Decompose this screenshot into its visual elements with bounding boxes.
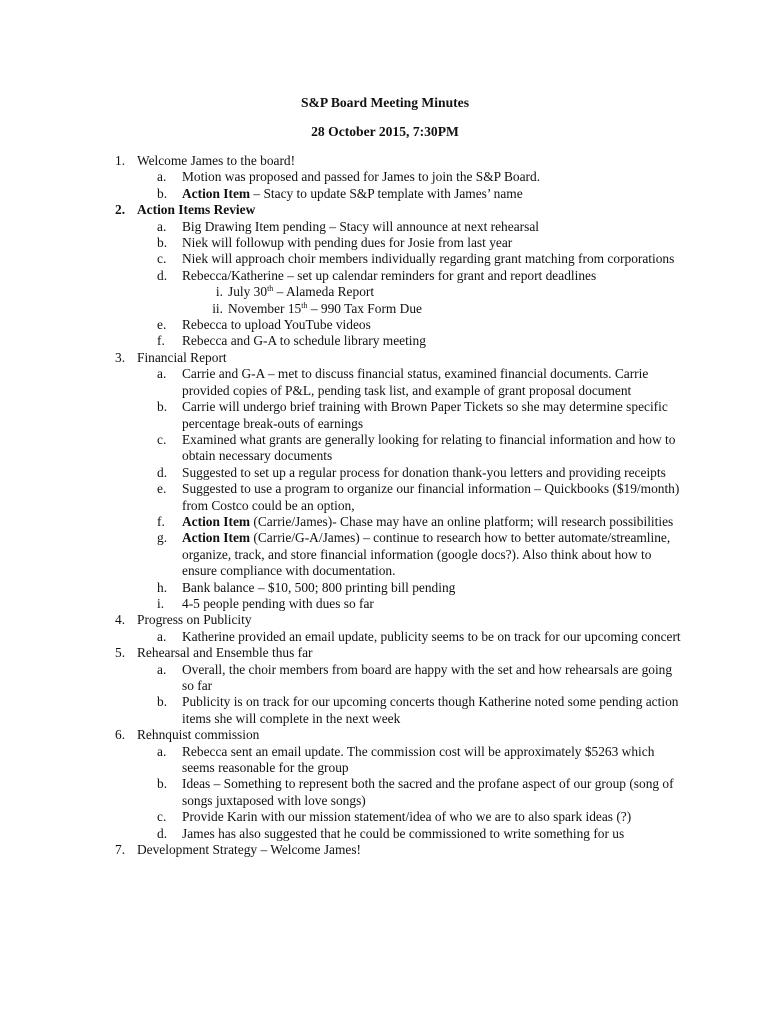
sub-item: a. Overall, the choir members from board are happy with the set and how rehearsals are going so far	[157, 661, 673, 693]
sub-item: c. Niek will approach choir members individually regarding grant matching from corporations	[157, 251, 675, 267]
sub-item: c. Provide Karin with our mission statement/idea of who we are to also spark ideas (?)	[157, 809, 632, 825]
agenda-item-5: 5. Rehearsal and Ensemble thus far	[115, 645, 313, 661]
action-item-label: Action Item	[182, 513, 251, 529]
sub-item: b. Carrie will undergo brief training with Brown Paper Tickets so she may determine specific percentage break-outs of earnings	[157, 399, 668, 431]
sub-item: e. Suggested to use a program to organize our financial information – Quickbooks ($19/month) from Costco could be an option,	[157, 481, 680, 513]
sub-sub-item: ii. November 15th – 990 Tax Form Due	[212, 300, 422, 316]
sub-item: b. Niek will followup with pending dues for Josie from last year	[157, 235, 513, 251]
sub-item: b. Ideas – Something to represent both the sacred and the profane aspect of our group (song of songs juxtaposed with love songs)	[157, 776, 674, 808]
agenda-item-3: 3. Financial Report	[115, 349, 227, 365]
agenda-item-6: 6. Rehnquist commission	[115, 727, 260, 743]
sub-item: a. Motion was proposed and passed for James to join the S&P Board.	[157, 169, 541, 185]
sub-item: d. Suggested to set up a regular process for donation thank-you letters and providing receipts	[157, 464, 666, 480]
agenda-item-7: 7. Development Strategy – Welcome James!	[115, 842, 362, 858]
agenda-item-2: 2. Action Items Review	[115, 202, 256, 218]
sub-item: h. Bank balance – $10, 500; 800 printing bill pending	[157, 579, 456, 595]
document-title: S&P Board Meeting Minutes	[300, 95, 470, 110]
sub-item: d. Rebecca/Katherine – set up calendar reminders for grant and report deadlines	[157, 267, 597, 283]
sub-item: b. Action Item – Stacy to update S&P template with James’ name	[157, 185, 523, 201]
sub-item: i. 4-5 people pending with dues so far	[157, 595, 374, 611]
agenda-item-4: 4. Progress on Publicity	[115, 612, 252, 628]
sub-item: a. Carrie and G-A – met to discuss financial status, examined financial documents. Carrie provided copies of P&L, pending task list, and example of grant proposal document	[157, 366, 649, 398]
sub-item: g. Action Item (Carrie/G-A/James) – continue to research how to better automate/streamline, organize, track, and store financial information (google docs?). Also think about how to ensure compliance with documentation.	[157, 530, 671, 579]
sub-item: f. Action Item (Carrie/James)- Chase may have an online platform; will research possibilities	[157, 513, 674, 529]
sub-item: f. Rebecca and G-A to schedule library meeting	[157, 333, 426, 349]
sub-item: e. Rebecca to upload YouTube videos	[157, 317, 371, 333]
sub-sub-item: i. July 30th – Alameda Report	[215, 284, 375, 300]
minutes-list	[0, 153, 770, 858]
agenda-item-1: 1. Welcome James to the board!	[115, 153, 296, 168]
sub-item: a. Big Drawing Item pending – Stacy will announce at next rehearsal	[157, 218, 539, 234]
sub-item: d. James has also suggested that he could be commissioned to write something for us	[157, 825, 625, 841]
sub-item: a. Katherine provided an email update, publicity seems to be on track for our upcoming concert	[157, 628, 681, 644]
action-item-label: Action Item	[182, 530, 251, 546]
meeting-date: 28 October 2015, 7:30PM	[311, 124, 459, 139]
sub-item: a. Rebecca sent an email update. The commission cost will be approximately $5263 which seems reasonable for the group	[157, 743, 655, 776]
sub-item: b. Publicity is on track for our upcoming concerts though Katherine noted some pending action items she will complete in the next week	[157, 694, 679, 726]
action-item-label: Action Item	[182, 185, 251, 201]
sub-item: c. Examined what grants are generally looking for relating to financial information and how to obtain necessary documents	[157, 431, 676, 464]
